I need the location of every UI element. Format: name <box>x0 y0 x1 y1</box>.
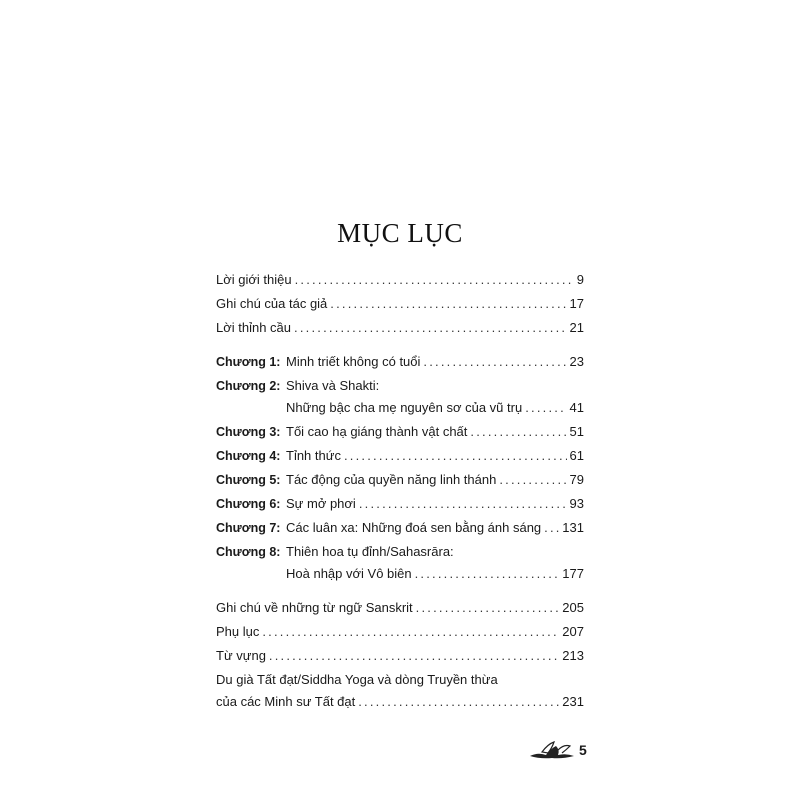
dot-leader <box>499 472 566 488</box>
toc-entry[interactable] <box>216 672 584 694</box>
toc-entry-title: Lời thỉnh cầu <box>216 320 292 335</box>
dot-leader <box>544 520 559 536</box>
toc-entry-title: Tối cao hạ giáng thành vật chất <box>286 424 468 439</box>
toc-entry-title: Ghi chú của tác giả <box>216 296 328 311</box>
chapter-label: Chương 5: <box>216 473 281 487</box>
toc-entry-title: Thiên hoa tụ đỉnh/Sahasrāra: <box>286 544 454 559</box>
dot-leader <box>415 566 560 582</box>
toc-chapter-entry[interactable] <box>216 424 584 448</box>
dot-leader <box>416 600 560 616</box>
toc-entry-title: Shiva và Shakti: <box>286 378 380 393</box>
toc-entry-page: 17 <box>569 296 584 311</box>
toc-entry-title: Du già Tất đạt/Siddha Yoga và dòng Truyền thừa <box>216 672 498 687</box>
toc-chapter-entry[interactable] <box>216 354 584 378</box>
dot-leader <box>470 424 566 440</box>
lotus-ornament-icon <box>528 740 576 760</box>
chapter-label: Chương 2: <box>216 379 281 393</box>
chapter-label: Chương 8: <box>216 545 281 559</box>
toc-entry[interactable] <box>216 600 584 624</box>
chapter-label: Chương 3: <box>216 425 281 439</box>
chapter-label: Chương 4: <box>216 449 281 463</box>
toc-entry-page: 41 <box>569 400 584 415</box>
toc-chapter-entry[interactable] <box>216 448 584 472</box>
toc-entry-title: Các luân xa: Những đoá sen bằng ánh sáng <box>286 520 542 535</box>
toc-entry-title: Sự mở phơi <box>286 496 356 511</box>
toc-entry[interactable] <box>216 272 584 296</box>
toc-entry-continuation[interactable] <box>216 694 584 718</box>
dot-leader <box>330 296 566 312</box>
toc-entry-title: Phụ lục <box>216 624 260 639</box>
toc-entry-title: Minh triết không có tuổi <box>286 354 421 369</box>
page-number: 5 <box>579 742 587 758</box>
dot-leader <box>358 694 559 710</box>
toc-entry-page: 207 <box>562 624 584 639</box>
toc-chapter-entry[interactable] <box>216 378 584 400</box>
toc-entry-page: 231 <box>562 694 584 709</box>
toc-entry-page: 61 <box>569 448 584 463</box>
toc-entry-page: 23 <box>569 354 584 369</box>
toc-entry[interactable] <box>216 648 584 672</box>
toc-entry-title: Từ vựng <box>216 648 266 663</box>
toc-chapter-entry[interactable] <box>216 496 584 520</box>
toc-entry-page: 79 <box>569 472 584 487</box>
chapter-label: Chương 1: <box>216 355 281 369</box>
toc-entry-title: Ghi chú về những từ ngữ Sanskrit <box>216 600 413 615</box>
toc-entry-title: Lời giới thiệu <box>216 272 292 287</box>
toc-entry-page: 9 <box>576 272 584 287</box>
section-gap <box>216 590 584 600</box>
toc-entry-page: 205 <box>562 600 584 615</box>
toc-entry-title: Tỉnh thức <box>286 448 341 463</box>
toc-entry-page: 177 <box>562 566 584 581</box>
dot-leader <box>423 354 566 370</box>
toc-entry-page: 93 <box>569 496 584 511</box>
chapter-label: Chương 6: <box>216 497 281 511</box>
toc-chapter-entry[interactable] <box>216 472 584 496</box>
dot-leader <box>344 448 567 464</box>
toc-entry[interactable] <box>216 624 584 648</box>
toc-entry-page: 213 <box>562 648 584 663</box>
dot-leader <box>269 648 559 664</box>
toc-chapter-entry[interactable] <box>216 544 584 566</box>
toc-entry-page: 21 <box>569 320 584 335</box>
section-gap <box>216 344 584 354</box>
toc-chapter-entry[interactable] <box>216 520 584 544</box>
dot-leader <box>262 624 559 640</box>
dot-leader <box>525 400 566 416</box>
toc-entry-page: 51 <box>569 424 584 439</box>
toc-entry-subtitle: Những bậc cha mẹ nguyên sơ của vũ trụ <box>286 400 523 415</box>
chapter-label: Chương 7: <box>216 521 281 535</box>
dot-leader <box>295 272 574 288</box>
toc-entry[interactable] <box>216 320 584 344</box>
toc-entry-continuation[interactable] <box>216 566 584 590</box>
toc-entry[interactable] <box>216 296 584 320</box>
dot-leader <box>359 496 567 512</box>
toc-entry-continuation[interactable] <box>216 400 584 424</box>
page-title: MỤC LỤC <box>337 218 463 248</box>
toc-entry-subtitle: Hoà nhập với Vô biên <box>286 566 412 581</box>
toc-entry-page: 131 <box>562 520 584 535</box>
table-of-contents <box>216 272 584 718</box>
dot-leader <box>294 320 567 336</box>
toc-entry-subtitle: của các Minh sư Tất đạt <box>216 694 356 709</box>
toc-entry-title: Tác động của quyền năng linh thánh <box>286 472 497 487</box>
